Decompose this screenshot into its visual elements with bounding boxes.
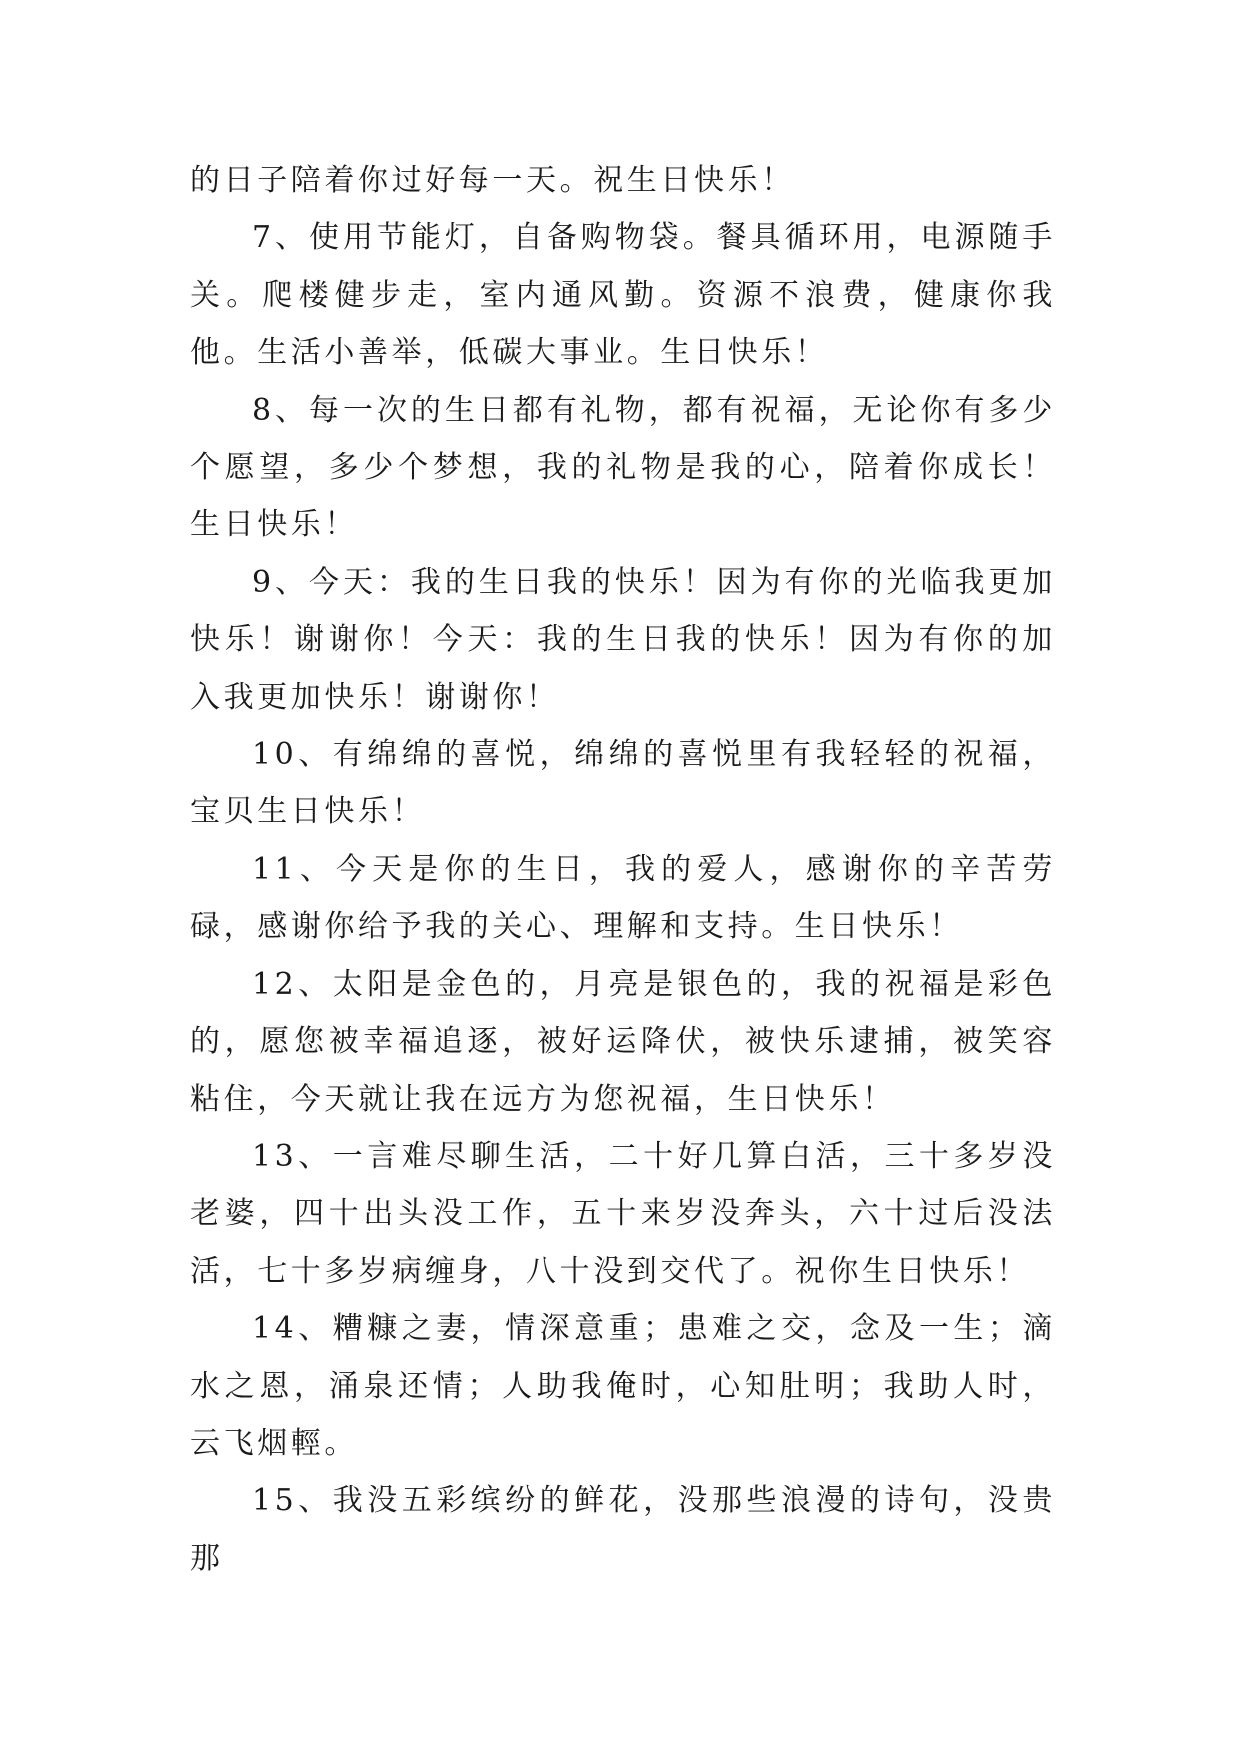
- paragraph-item-14: 14、糟糠之妻，情深意重；患难之交，念及一生；滴水之恩，涌泉还情；人助我俺时，心知肚明；我助人时，云飞烟輕。: [190, 1311, 1056, 1461]
- paragraph-continuation: 的日子陪着你过好每一天。祝生日快乐！: [190, 163, 795, 198]
- document-body: [190, 152, 1056, 1587]
- paragraph-item-15: 15、我没五彩缤纷的鲜花，没那些浪漫的诗句，没贵那: [190, 1483, 1056, 1576]
- paragraph-item-13: 13、一言难尽聊生活，二十好几算白活，三十多岁没老婆，四十出头没工作，五十来岁没奔头，六十过后没法活，七十多岁病缠身，八十没到交代了。祝你生日快乐！: [190, 1138, 1056, 1289]
- paragraph-item-9: 9、今天：我的生日我的快乐！因为有你的光临我更加快乐！谢谢你！今天：我的生日我的快乐！因为有你的加入我更加快乐！谢谢你！: [190, 564, 1056, 715]
- paragraph-item-11: 11、今天是你的生日，我的爱人，感谢你的辛苦劳碌，感谢你给予我的关心、理解和支持。生日快乐！: [190, 851, 1056, 945]
- paragraph-item-8: 8、每一次的生日都有礼物，都有祝福，无论你有多少个愿望，多少个梦想，我的礼物是我的心，陪着你成长！生日快乐！: [190, 392, 1056, 543]
- paragraph-item-12: 12、太阳是金色的，月亮是银色的，我的祝福是彩色的，愿您被幸福追逐，被好运降伏，被快乐逮捕，被笑容粘住，今天就让我在远方为您祝福，生日快乐！: [190, 966, 1056, 1117]
- paragraph-item-7: 7、使用节能灯，自备购物袋。餐具循环用，电源随手关。爬楼健步走，室内通风勤。资源不浪费，健康你我他。生活小善举，低碳大事业。生日快乐！: [190, 220, 1056, 371]
- paragraph-item-10: 10、有绵绵的喜悦，绵绵的喜悦里有我轻轻的祝福，宝贝生日快乐！: [190, 737, 1056, 830]
